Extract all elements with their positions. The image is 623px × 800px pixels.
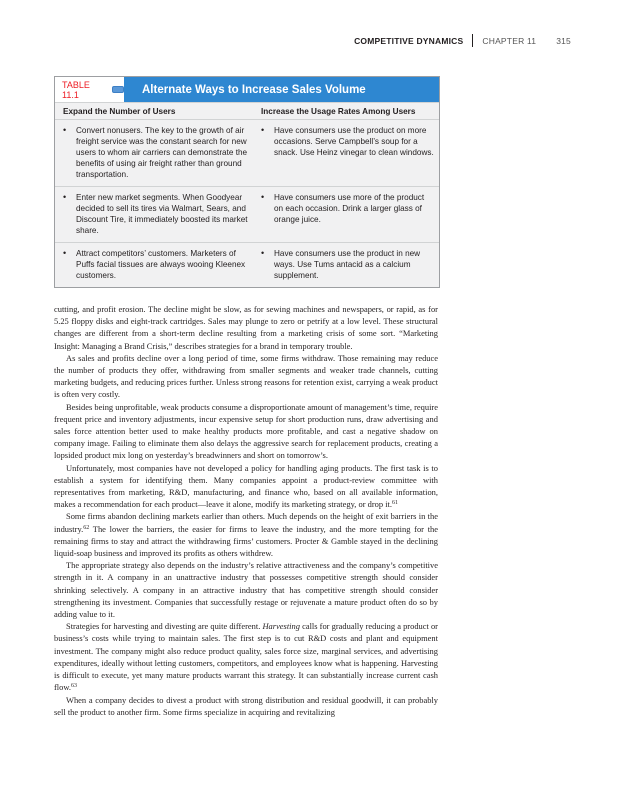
running-head-divider (472, 34, 473, 47)
table-header (55, 77, 439, 102)
table-cell (253, 187, 439, 242)
bullet-icon: • (63, 248, 67, 258)
table-cell (253, 243, 439, 287)
paragraph-text: calls for gradually reducing a product or business’s costs while trying to maintain sales. The first step is to cut R&D costs and plant and equipment investment. The company might also reduce product quality, sales force size, marginal services, and advertising expenditures, ideally without letting customers, competitors, and employees know what is happening. Harvesting is difficult to execute, yet many mature products warrant this strategy. It can substantially increase current cash flow. (54, 621, 438, 693)
footnote-ref[interactable]: 63 (71, 683, 78, 690)
cell-text: Attract competitors’ customers. Marketers of Puffs facial tissues are always wooing Kleenex customers. (76, 249, 246, 280)
table-cell (55, 187, 253, 242)
table-cell (253, 120, 439, 186)
table-row (55, 186, 439, 242)
bullet-icon: • (261, 192, 265, 202)
running-head-chapter: CHAPTER 11 (482, 35, 537, 46)
table-label-text: TABLE 11.1 (62, 79, 90, 100)
cell-text: Have consumers use the product in new ways. Use Tums antacid as a calcium supplement. (274, 249, 421, 280)
table-cell (55, 120, 253, 186)
paragraph (54, 620, 438, 693)
paragraph-text: Some firms abandon declining markets earlier than others. Much depends on the height of exit barriers in the industry. (54, 511, 438, 534)
paragraph: Besides being unprofitable, weak products consume a disproportionate amount of management’s time, require frequent price and inventory adjustments, incur expensive setup for short production runs, draw advertising and sales force attention better used to make healthy products more profitable, and cast a negative shadow on company image. Failing to eliminate them also delays the aggressive search for replacement products, creating a lopsided product mix long on yesterday’s breadwinners and short on tomorrow’s. (54, 401, 438, 461)
cell-text: Enter new market segments. When Goodyear decided to sell its tires via Walmart, Sears, and Discount Tire, it immediately boosted its market share. (76, 193, 248, 235)
table-label (55, 77, 124, 102)
paragraph-text: The lower the barriers, the easier for firms to leave the industry, and the more tempting for the remaining firms to stay and attract the withdrawing firms’ customers. Procter & Gamble stayed in the declining liquid-soap business and improved its profits as others withdrew. (54, 523, 438, 559)
paragraph (54, 462, 438, 511)
column-header-expand-users: Expand the Number of Users (63, 106, 176, 116)
paragraph: cutting, and profit erosion. The decline might be slow, as for sewing machines and newspapers, or rapid, as for 5.25 floppy disks and eight-track cartridges. Sales may plunge to zero or petrify at a low level. These structural changes are different from a short-term decline resulting from a marketing crisis of some sort. “Marketing Insight: Managing a Brand Crisis,” describes strategies for a brand in temporary trouble. (54, 304, 438, 351)
cell-text: Convert nonusers. The key to the growth of air freight service was the constant search for new users to whom air carriers can demonstrate the benefits of using air freight rather than ground transportation. (76, 126, 248, 179)
paragraph-text: Unfortunately, most companies have not developed a policy for handling aging products. The first task is to establish a system for identifying them. Many companies appoint a product-review committee with representatives from marketing, R&D, manufacturing, and finance who, based on all available information, makes a recommendation for each product—leave it alone, modify its marketing strategy, or drop it. (54, 462, 438, 510)
column-header-increase-usage: Increase the Usage Rates Among Users (261, 106, 416, 116)
page-number: 315 (556, 35, 571, 46)
body-text (54, 303, 438, 718)
cell-text: Have consumers use more of the product on each occasion. Drink a larger glass of orange juice. (274, 193, 425, 224)
table-column-headers (55, 102, 439, 119)
table-tab-icon (112, 86, 124, 93)
bullet-icon: • (261, 125, 265, 135)
running-head-section: COMPETITIVE DYNAMICS (354, 35, 464, 46)
bullet-icon: • (63, 125, 67, 135)
sales-volume-table (54, 76, 440, 288)
paragraph: The appropriate strategy also depends on the industry’s relative attractiveness and the company’s competitive strength in it. A company in an unattractive industry that possesses competitive strength should consider shrinking selectively. A company in an attractive industry that has competitive strength should consider strengthening its investment. Companies that successfully restage or rejuvenate a mature product often do so by adding value to it. (54, 560, 438, 620)
table-row (55, 119, 439, 186)
paragraph: When a company decides to divest a product with strong distribution and residual goodwill, it can probably sell the product to another firm. Some firms specialize in acquiring and revitalizing (54, 694, 438, 717)
table-title: Alternate Ways to Increase Sales Volume (124, 77, 439, 102)
paragraph: As sales and profits decline over a long period of time, some firms withdraw. Those remaining may reduce the number of products they offer, withdrawing from smaller segments and weaker trade channels, cutting marketing budgets, and reducing prices further. Unless strong reasons for retention exist, carrying a weak product is often very costly. (54, 352, 438, 400)
running-head (354, 34, 571, 47)
paragraph (54, 510, 438, 559)
paragraph-text: Strategies for harvesting and divesting are quite different. (66, 621, 263, 632)
cell-text: Have consumers use the product on more occasions. Serve Campbell’s soup for a snack. Use Heinz vinegar to clean windows. (274, 126, 434, 157)
table-cell (55, 243, 253, 287)
footnote-ref[interactable]: 62 (83, 524, 90, 531)
footnote-ref[interactable]: 61 (392, 500, 399, 507)
bullet-icon: • (63, 192, 67, 202)
table-row (55, 242, 439, 287)
italic-term: Harvesting (262, 621, 300, 632)
bullet-icon: • (261, 248, 265, 258)
